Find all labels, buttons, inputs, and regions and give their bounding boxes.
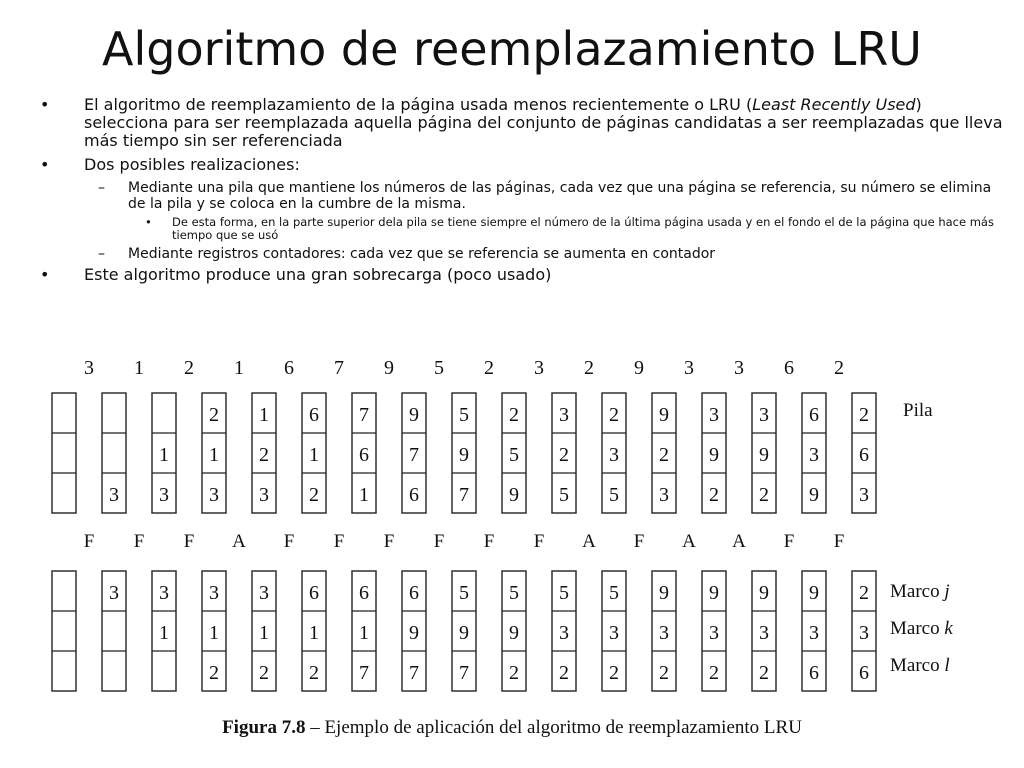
- fault-marker: F: [133, 531, 145, 552]
- frame-cell-value: 2: [709, 662, 719, 684]
- bullet-1-text-a: El algoritmo de reemplazamiento de la página usada menos recientemente o LRU (: [84, 95, 753, 114]
- marco-word: Marco: [890, 618, 945, 639]
- frame-cell-value: 5: [609, 582, 619, 604]
- stack-cell-value: 5: [509, 444, 519, 466]
- stack-cell-value: 3: [659, 484, 669, 506]
- marco-label: [890, 655, 950, 676]
- fault-marker: F: [533, 531, 545, 552]
- frame-cell-value: 5: [509, 582, 519, 604]
- stack-cell-value: 1: [259, 404, 269, 426]
- frame-cell-value: 3: [859, 622, 869, 644]
- frame-cell-value: 3: [809, 622, 819, 644]
- stack-cell-value: 9: [509, 484, 519, 506]
- fault-row: [84, 531, 845, 552]
- fault-marker: A: [232, 531, 246, 552]
- caption-rest: – Ejemplo de aplicación del algoritmo de reemplazamiento LRU: [305, 717, 802, 738]
- stack-cell-value: 3: [209, 484, 219, 506]
- reference-page: 6: [784, 357, 794, 379]
- stack-cell-value: 3: [259, 484, 269, 506]
- marco-word: Marco: [890, 581, 945, 602]
- frame-cell-column-box: [52, 571, 76, 691]
- frame-cell-value: 1: [209, 622, 219, 644]
- frame-cell-value: 2: [509, 662, 519, 684]
- sub-bullet-2-text: Mediante registros contadores: cada vez que se referencia se aumenta en contador: [128, 246, 716, 262]
- stack-cell-value: 2: [309, 484, 319, 506]
- bullet-dot: •: [40, 265, 50, 284]
- reference-string: [84, 357, 844, 379]
- stack-cell-value: 3: [859, 484, 869, 506]
- frame-cell-value: 1: [159, 622, 169, 644]
- fault-marker: F: [333, 531, 345, 552]
- reference-page: 5: [434, 357, 444, 379]
- lru-figure: [0, 340, 1024, 760]
- fault-marker: F: [383, 531, 395, 552]
- frame-cell-value: 7: [359, 662, 369, 684]
- frame-cell-value: 2: [759, 662, 769, 684]
- reference-page: 2: [584, 357, 594, 379]
- stack-cell-value: 9: [809, 484, 819, 506]
- stack-cell-value: 2: [609, 404, 619, 426]
- bullet-dot: •: [145, 215, 152, 229]
- reference-page: 3: [734, 357, 744, 379]
- sub-sub-bullet-1-text: De esta forma, en la parte superior dela pila se tiene siempre el número de la última página usada y en el fondo el de la página que hace más tiempo que se usó: [172, 215, 994, 242]
- frame-cell-value: 6: [859, 662, 869, 684]
- dash-marker: –: [98, 180, 105, 196]
- stack-cell-value: 5: [459, 404, 469, 426]
- frame-cell-value: 1: [359, 622, 369, 644]
- reference-page: 3: [684, 357, 694, 379]
- stack-cell-value: 3: [159, 484, 169, 506]
- stack-cell-value: 7: [359, 404, 369, 426]
- stack-cell-value: 3: [109, 484, 119, 506]
- stack-cell-value: 2: [859, 404, 869, 426]
- pila-label: Pila: [903, 400, 933, 421]
- frame-cell-value: 9: [509, 622, 519, 644]
- bullet-list: [40, 96, 1010, 290]
- slide-title: Algoritmo de reemplazamiento LRU: [102, 22, 922, 76]
- fault-marker: A: [732, 531, 746, 552]
- bullet-1-emphasis: Least Recently Used: [752, 95, 916, 114]
- stack-cell-value: 9: [659, 404, 669, 426]
- frame-cell-value: 9: [409, 622, 419, 644]
- fault-marker: F: [633, 531, 645, 552]
- frame-cell-value: 3: [659, 622, 669, 644]
- fault-marker: F: [783, 531, 795, 552]
- bullet-1-text-b: ) selecciona para ser reemplazada aquella página del conjunto de páginas candidatas a ser reemplazadas que lleva más tiempo sin ser referenciada: [84, 95, 1003, 150]
- stack-cell-value: 2: [659, 444, 669, 466]
- stack-cell-value: 3: [709, 404, 719, 426]
- frame-cell-value: 2: [559, 662, 569, 684]
- marco-variable: l: [944, 655, 950, 676]
- frame-cell-value: 1: [259, 622, 269, 644]
- stack-cell-value: 2: [259, 444, 269, 466]
- stack-cell-value: 9: [459, 444, 469, 466]
- stack-cell-value: 6: [309, 404, 319, 426]
- reference-page: 2: [834, 357, 844, 379]
- stack-cell-value: 3: [559, 404, 569, 426]
- stack-cell-value: 2: [559, 444, 569, 466]
- stack-cell-value: 7: [409, 444, 419, 466]
- bullet-3: [40, 266, 1010, 284]
- stack-cell-value: 2: [509, 404, 519, 426]
- reference-page: 2: [184, 357, 194, 379]
- frame-cell-value: 9: [459, 622, 469, 644]
- frame-cell-value: 6: [309, 582, 319, 604]
- stack-cell-value: 6: [809, 404, 819, 426]
- stack-cell-value: 3: [809, 444, 819, 466]
- bullet-dot: •: [40, 155, 50, 174]
- bullet-2: [40, 156, 1010, 174]
- frame-cell-value: 2: [859, 582, 869, 604]
- reference-page: 1: [234, 357, 244, 379]
- stack-cell-value: 6: [359, 444, 369, 466]
- reference-page: 1: [134, 357, 144, 379]
- frame-cell-value: 6: [359, 582, 369, 604]
- caption-bold: Figura 7.8: [222, 717, 306, 738]
- frame-cell-value: 2: [309, 662, 319, 684]
- fault-marker: F: [83, 531, 95, 552]
- frame-cell-value: 2: [259, 662, 269, 684]
- bullet-dot: •: [40, 95, 50, 114]
- reference-page: 2: [484, 357, 494, 379]
- frame-cell-value: 9: [709, 582, 719, 604]
- stack-cell-value: 2: [209, 404, 219, 426]
- reference-page: 9: [634, 357, 644, 379]
- stack-cell-value: 3: [609, 444, 619, 466]
- stack-cell-value: 1: [359, 484, 369, 506]
- marco-word: Marco: [890, 655, 945, 676]
- frame-cell-value: 9: [809, 582, 819, 604]
- frame-cell-value: 6: [409, 582, 419, 604]
- frame-labels: [890, 581, 953, 676]
- stack-cell-value: 9: [759, 444, 769, 466]
- frame-cell-value: 3: [609, 622, 619, 644]
- sub-bullet-1: [40, 180, 1010, 212]
- bullet-3-text: Este algoritmo produce una gran sobrecarga (poco usado): [84, 265, 552, 284]
- frame-cell-value: 9: [659, 582, 669, 604]
- stack-cell-value: 9: [709, 444, 719, 466]
- reference-page: 9: [384, 357, 394, 379]
- stack-cell-value: 2: [759, 484, 769, 506]
- fault-marker: F: [483, 531, 495, 552]
- reference-page: 6: [284, 357, 294, 379]
- stack-cell-value: 1: [309, 444, 319, 466]
- frame-cell-value: 3: [759, 622, 769, 644]
- dash-marker: –: [98, 246, 105, 262]
- fault-marker: A: [582, 531, 596, 552]
- frame-cell-value: 5: [559, 582, 569, 604]
- stack-cell-value: 6: [409, 484, 419, 506]
- stack-cell-value: 5: [559, 484, 569, 506]
- sub-sub-bullet-1: [40, 216, 1010, 242]
- frame-cell-value: 3: [259, 582, 269, 604]
- stack-cell-value: 1: [159, 444, 169, 466]
- stack-cell-value: 9: [409, 404, 419, 426]
- bullet-2-text: Dos posibles realizaciones:: [84, 155, 300, 174]
- marco-variable: j: [944, 581, 950, 602]
- fault-marker: F: [283, 531, 295, 552]
- reference-page: 7: [334, 357, 344, 379]
- frame-cell-value: 2: [659, 662, 669, 684]
- sub-bullet-1-text: Mediante una pila que mantiene los números de las páginas, cada vez que una página se referencia, su número se elimina de la pila y se coloca en la cumbre de la misma.: [128, 180, 992, 212]
- reference-page: 3: [534, 357, 544, 379]
- stack-cell-value: 1: [209, 444, 219, 466]
- frame-cell-value: 6: [809, 662, 819, 684]
- frame-cell-value: 3: [709, 622, 719, 644]
- frame-cell-value: 5: [459, 582, 469, 604]
- stack-cell-value: 5: [609, 484, 619, 506]
- frame-cell-value: 3: [159, 582, 169, 604]
- sub-bullet-2: [40, 246, 1010, 262]
- fault-marker: A: [682, 531, 696, 552]
- stack-cell-value: 7: [459, 484, 469, 506]
- frame-cell-value: 3: [209, 582, 219, 604]
- frame-cell-value: 3: [109, 582, 119, 604]
- frame-cell-value: 3: [559, 622, 569, 644]
- frame-cell-value: 2: [609, 662, 619, 684]
- fault-marker: F: [833, 531, 845, 552]
- stack-cell-column-box: [52, 393, 76, 513]
- frame-cell-value: 1: [309, 622, 319, 644]
- marco-label: [890, 581, 950, 602]
- marco-variable: k: [944, 618, 953, 639]
- marco-label: [890, 618, 953, 639]
- frame-cell-value: 9: [759, 582, 769, 604]
- bullet-1: [40, 96, 1010, 150]
- frame-cell-value: 7: [459, 662, 469, 684]
- frames-grid: [52, 571, 876, 691]
- frame-cell-value: 7: [409, 662, 419, 684]
- frame-cell-value: 2: [209, 662, 219, 684]
- stack-cell-value: 2: [709, 484, 719, 506]
- stack-grid: [52, 393, 876, 513]
- stack-cell-value: 3: [759, 404, 769, 426]
- reference-page: 3: [84, 357, 94, 379]
- figure-caption: [222, 717, 802, 738]
- fault-marker: F: [183, 531, 195, 552]
- stack-cell-value: 6: [859, 444, 869, 466]
- fault-marker: F: [433, 531, 445, 552]
